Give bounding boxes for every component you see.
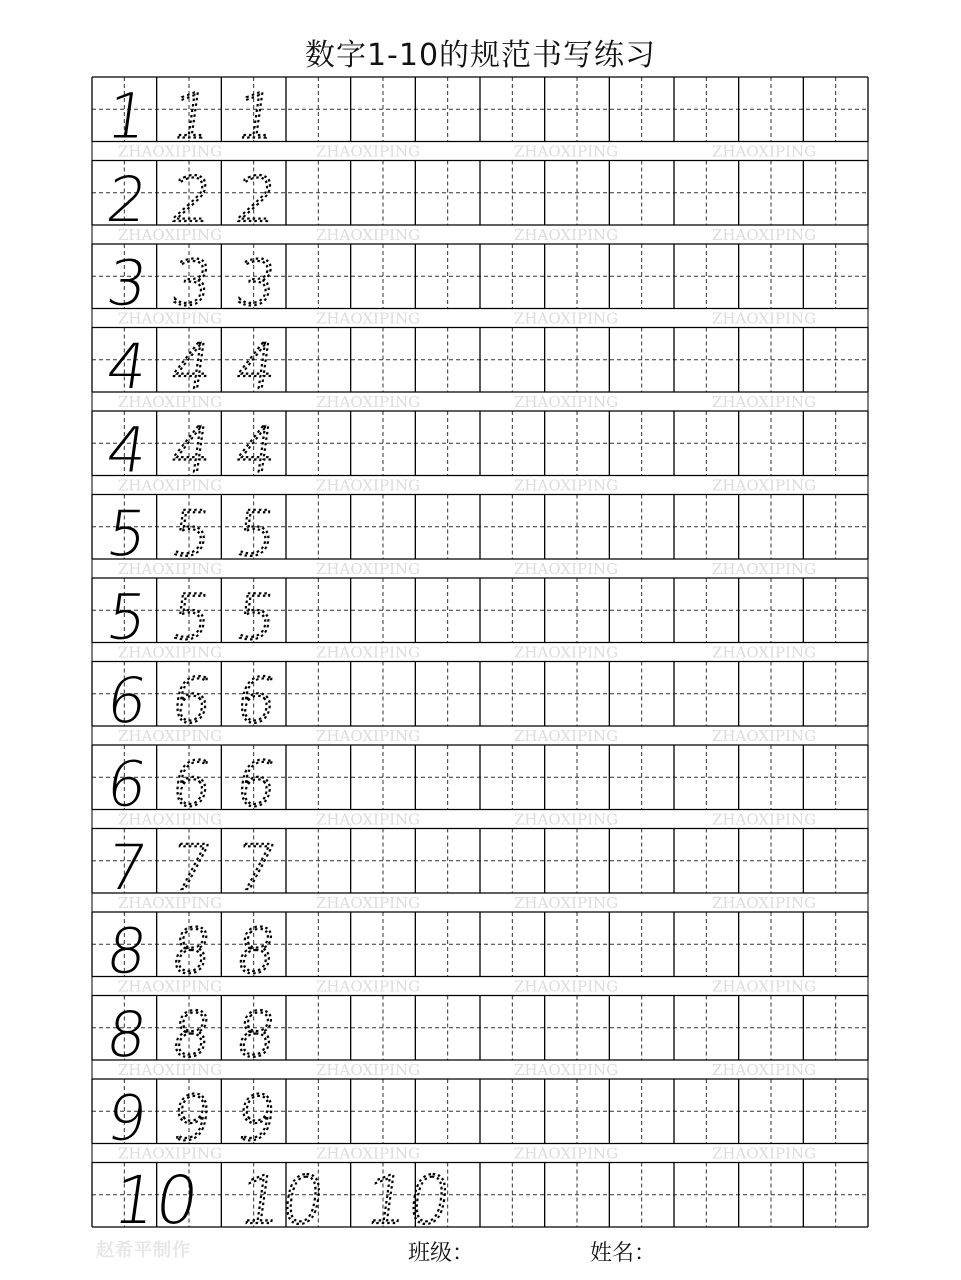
model-digit: 3 (102, 246, 153, 320)
watermark-text: ZHAOXIPING (712, 727, 817, 745)
tracing-digit: 1 (231, 79, 282, 153)
model-digit: 10 (108, 1161, 204, 1239)
watermark-text: ZHAOXIPING (316, 1144, 421, 1163)
model-digit: 5 (102, 497, 152, 570)
watermark-text: ZHAOXIPING (118, 476, 223, 495)
tracing-digit: 5 (166, 497, 217, 570)
tracing-digit: 9 (166, 1081, 217, 1155)
tracing-digit: 8 (231, 914, 281, 988)
watermark-text: ZHAOXIPING (712, 142, 817, 161)
watermark-text: ZHAOXIPING (316, 476, 421, 495)
tracing-digit: 6 (231, 664, 282, 737)
model-digit: 2 (102, 163, 153, 236)
watermark-text: ZHAOXIPING (712, 476, 817, 495)
model-digit: 1 (102, 79, 153, 153)
watermark-text: ZHAOXIPING (316, 226, 421, 244)
watermark-text: ZHAOXIPING (514, 393, 619, 411)
watermark-text: ZHAOXIPING (118, 977, 223, 996)
model-digit: 4 (102, 413, 152, 487)
tracing-digit: 8 (231, 998, 281, 1071)
watermark-text: ZHAOXIPING (712, 560, 817, 578)
watermark-text: ZHAOXIPING (118, 727, 223, 745)
model-digit: 4 (102, 330, 152, 403)
watermark-text: ZHAOXIPING (514, 977, 619, 996)
tracing-digit: 4 (166, 330, 217, 403)
watermark-text: ZHAOXIPING (118, 894, 223, 912)
tracing-digit: 6 (166, 664, 217, 737)
watermark-text: ZHAOXIPING (118, 560, 223, 578)
tracing-digit: 1 (167, 79, 217, 153)
tracing-digit: 4 (166, 413, 217, 487)
watermark-text: ZHAOXIPING (712, 1061, 817, 1079)
watermark-text: ZHAOXIPING (712, 226, 817, 244)
tracing-digit: 6 (231, 747, 282, 821)
tracing-digit: 5 (231, 497, 282, 570)
class-field-label: 班级： (408, 1241, 475, 1266)
watermark-text: ZHAOXIPING (712, 643, 817, 662)
model-digit: 6 (102, 664, 152, 737)
watermark-text: ZHAOXIPING (316, 643, 421, 662)
watermark-text: ZHAOXIPING (712, 977, 817, 996)
watermark-text: ZHAOXIPING (712, 1144, 817, 1163)
watermark-text: ZHAOXIPING (316, 894, 421, 912)
tracing-digit: 3 (231, 246, 282, 320)
watermark-text: ZHAOXIPING (118, 810, 223, 829)
author-credit: 赵希平制作 (96, 1240, 191, 1261)
watermark-text: ZHAOXIPING (514, 643, 619, 662)
watermark-text: ZHAOXIPING (316, 727, 421, 745)
watermark-text: ZHAOXIPING (514, 810, 619, 829)
worksheet-title: 数字1-10的规范书写练习 (304, 38, 657, 73)
watermark-text: ZHAOXIPING (514, 727, 619, 745)
tracing-digit: 6 (166, 747, 217, 821)
watermark-text: ZHAOXIPING (118, 393, 223, 411)
watermark-text: ZHAOXIPING (118, 309, 223, 328)
watermark-text: ZHAOXIPING (316, 560, 421, 578)
tracing-digit: 2 (167, 163, 217, 236)
tracing-digit: 7 (166, 831, 217, 904)
tracing-digit: 5 (231, 580, 282, 654)
watermark-text: ZHAOXIPING (118, 1144, 223, 1163)
watermark-text: ZHAOXIPING (712, 894, 817, 912)
model-digit: 9 (101, 1081, 152, 1155)
watermark-text: ZHAOXIPING (712, 309, 817, 328)
watermark-layer (118, 143, 816, 1163)
tracing-digit: 5 (166, 580, 217, 654)
watermark-text: ZHAOXIPING (316, 393, 421, 411)
watermark-text: ZHAOXIPING (712, 810, 817, 829)
model-digit: 7 (102, 831, 152, 904)
model-digit: 8 (101, 914, 152, 988)
watermark-text: ZHAOXIPING (118, 643, 223, 662)
watermark-text: ZHAOXIPING (514, 560, 619, 578)
model-digit: 6 (102, 747, 152, 821)
watermark-text: ZHAOXIPING (316, 1061, 421, 1079)
watermark-text: ZHAOXIPING (514, 1061, 619, 1079)
watermark-text: ZHAOXIPING (514, 894, 619, 912)
watermark-text: ZHAOXIPING (514, 1144, 619, 1163)
tracing-digit: 2 (231, 163, 282, 236)
name-field-label: 姓名： (590, 1241, 657, 1266)
tracing-digit: 9 (231, 1081, 281, 1155)
tracing-digit: 3 (167, 246, 217, 320)
watermark-text: ZHAOXIPING (514, 476, 619, 495)
watermark-text: ZHAOXIPING (316, 142, 421, 161)
model-digit: 8 (101, 998, 152, 1071)
watermark-text: ZHAOXIPING (712, 393, 817, 411)
watermark-text: ZHAOXIPING (514, 309, 619, 328)
tracing-digit: 4 (231, 330, 282, 403)
watermark-text: ZHAOXIPING (118, 1061, 223, 1079)
tracing-digit: 10 (360, 1161, 456, 1239)
watermark-text: ZHAOXIPING (316, 309, 421, 328)
watermark-text: ZHAOXIPING (118, 142, 223, 161)
watermark-text: ZHAOXIPING (316, 810, 421, 829)
tracing-digit: 7 (231, 831, 282, 904)
watermark-text: ZHAOXIPING (118, 226, 223, 244)
model-digit: 5 (102, 580, 152, 654)
watermark-text: ZHAOXIPING (514, 226, 619, 244)
tracing-digit: 8 (166, 998, 217, 1071)
watermark-text: ZHAOXIPING (514, 142, 619, 161)
tracing-digit: 8 (166, 914, 217, 988)
watermark-text: ZHAOXIPING (316, 977, 421, 996)
tracing-digit: 10 (234, 1161, 330, 1239)
tracing-digit: 4 (231, 413, 282, 487)
